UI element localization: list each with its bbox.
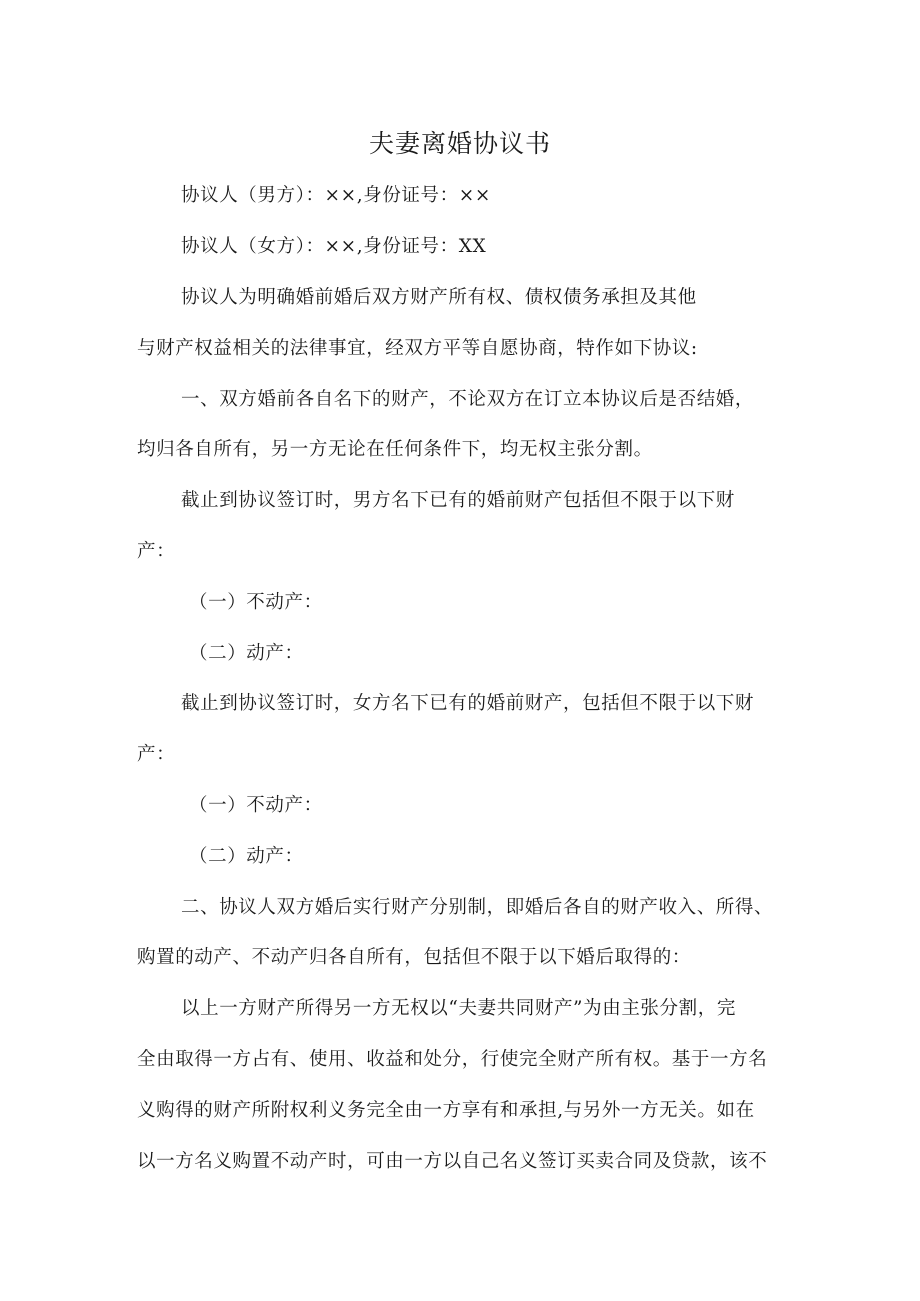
intro-paragraph-line: 协议人为明确婚前婚后双方财产所有权、债权债务承担及其他 (181, 287, 697, 308)
female-premarital-line: 产： (137, 744, 176, 765)
party-female-line: 协议人（女方）：××,身份证号：XX (181, 236, 487, 257)
clause-two-line: 购置的动产、不动产归各自所有，包括但不限于以下婚后取得的： (137, 947, 691, 968)
clause-one-line: 一、双方婚前各自名下的财产，不论双方在订立本协议后是否结婚， (181, 389, 755, 410)
male-movable-item: （二）动产： (189, 643, 304, 664)
ownership-paragraph-line: 以上一方财产所得另一方无权以“夫妻共同财产”为由主张分割，完 (181, 998, 736, 1019)
female-real-estate-item: （一）不动产： (189, 795, 323, 816)
intro-paragraph-line: 与财产权益相关的法律事宜，经双方平等自愿协商，特作如下协议: (137, 338, 698, 359)
party-male-line: 协议人（男方）：××,身份证号：×× (181, 185, 491, 206)
clause-two-line: 二、协议人双方婚后实行财产分别制，即婚后各自的财产收入、所得、 (181, 897, 774, 918)
ownership-paragraph-line: 以一方名义购置不动产时，可由一方以自己名义签订买卖合同及贷款，该不 (137, 1151, 768, 1172)
male-premarital-line: 截止到协议签订时，男方名下已有的婚前财产包括但不限于以下财 (181, 490, 735, 511)
clause-one-line: 均归各自所有，另一方无论在任何条件下，均无权主张分割。 (137, 439, 653, 460)
male-premarital-line: 产： (137, 541, 176, 562)
ownership-paragraph-line: 义购得的财产所附权利义务完全由一方享有和承担,与另外一方无关。如在 (137, 1100, 755, 1121)
male-real-estate-item: （一）不动产： (189, 592, 323, 613)
female-premarital-line: 截止到协议签订时，女方名下已有的婚前财产，包括但不限于以下财 (181, 693, 755, 714)
female-movable-item: （二）动产： (189, 846, 304, 867)
document-title: 夫妻离婚协议书 (368, 129, 551, 158)
ownership-paragraph-line: 全由取得一方占有、使用、收益和处分，行使完全财产所有权。基于一方名 (137, 1049, 768, 1070)
